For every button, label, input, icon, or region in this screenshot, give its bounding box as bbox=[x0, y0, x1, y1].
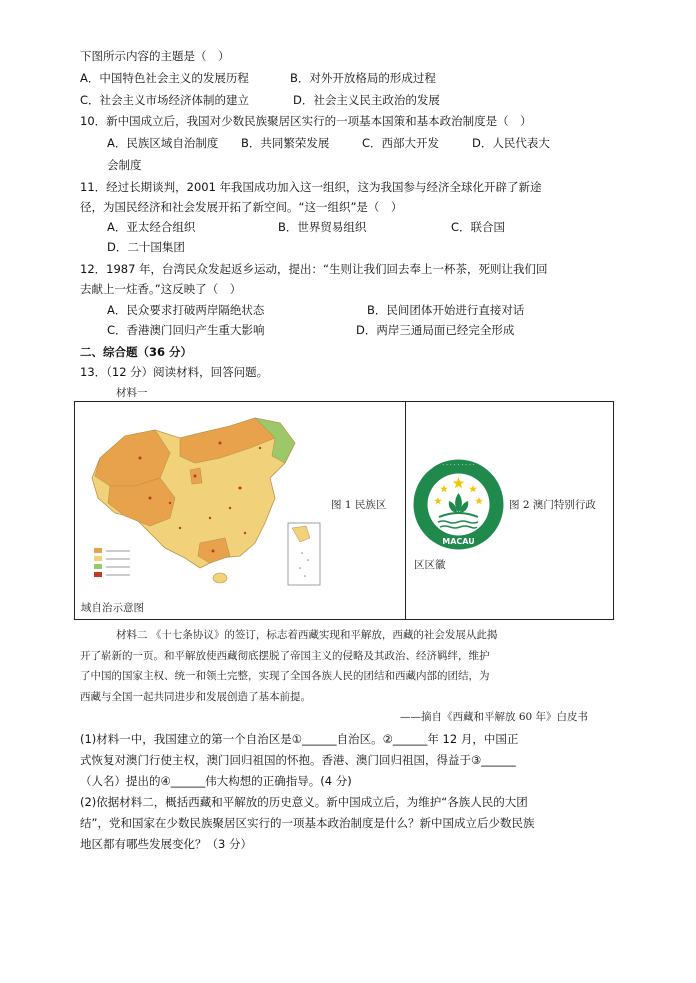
q11-option-b: B．世界贸易组织 bbox=[278, 220, 367, 234]
material2-line1: 材料二 《十七条协议》的签订，标志着西藏实现和平解放，西藏的社会发展从此揭 bbox=[116, 629, 498, 641]
q11-option-a: A．亚太经合组织 bbox=[107, 220, 196, 234]
material2-line2: 开了崭新的一页。和平解放使西藏彻底摆脱了帝国主义的侵略及其政治、经济羁绊，维护 bbox=[80, 650, 490, 662]
q11-stem-line1: 11．经过长期谈判，2001 年我国成功加入这一组织，这为我国参与经济全球化开辟了新途 bbox=[80, 180, 542, 194]
fig1-caption: 图 1 民族区 bbox=[331, 499, 387, 511]
material2-line4: 西藏与全国一起共同进步和发展创造了基本前提。 bbox=[80, 691, 311, 703]
material2-line3: 了中国的国家主权、统一和领土完整，实现了全国各族人民的团结和西藏内部的团结，为 bbox=[80, 670, 490, 682]
q12-stem-line2: 去献上一炷香。”这反映了（ ） bbox=[80, 282, 242, 296]
q12-option-c: C．香港澳门回归产生重大影响 bbox=[107, 323, 265, 337]
fig1-caption-cont: 域自治示意图 bbox=[81, 602, 144, 614]
q10-option-a: A．民族区域自治制度 bbox=[107, 136, 219, 150]
q11-stem-line2: 径，为国民经济和社会发展开拓了新空间。“这一组织”是（ ） bbox=[80, 200, 403, 214]
q9-option-a: A．中国特色社会主义的发展历程 bbox=[80, 71, 249, 85]
q9-option-c: C．社会主义市场经济体制的建立 bbox=[80, 93, 250, 107]
sub1-line2: 式恢复对澳门行使主权，澳门回归祖国的怀抱。香港、澳门回归祖国，得益于③______ bbox=[80, 753, 516, 767]
emblem-label: MACAU bbox=[442, 537, 475, 546]
map-hainan bbox=[213, 573, 227, 583]
q13-stem: 13．（12 分）阅读材料，回答问题。 bbox=[80, 365, 269, 379]
fig2-caption-cont: 区区徽 bbox=[414, 559, 446, 571]
q9-option-b: B．对外开放格局的形成过程 bbox=[290, 71, 436, 85]
sub1-line3: （人名）提出的④______伟大构想的正确指导。(4 分) bbox=[80, 774, 352, 788]
q10-stem: 10．新中国成立后，我国对少数民族聚居区实行的一项基本国策和基本政治制度是（ ） bbox=[80, 114, 532, 128]
q12-option-a: A．民众要求打破两岸隔绝状态 bbox=[107, 303, 265, 317]
q10-option-b: B．共同繁荣发展 bbox=[241, 136, 330, 150]
emblem-ring-text bbox=[442, 462, 475, 469]
macau-emblem bbox=[411, 457, 506, 552]
material1-label: 材料一 bbox=[116, 387, 148, 399]
sub2-line3: 地区都有哪些发展变化？（3 分） bbox=[80, 837, 252, 851]
q12-stem-line1: 12．1987 年，台湾民众发起返乡运动，提出：“生则让我们回去奉上一杯茶，死则让我们回 bbox=[80, 262, 548, 276]
section-heading: 二、综合题（36 分） bbox=[80, 345, 193, 359]
material2-source: ——摘自《西藏和平解放 60 年》白皮书 bbox=[400, 711, 589, 723]
q9-option-d: D．社会主义民主政治的发展 bbox=[293, 93, 440, 107]
figure-divider bbox=[405, 401, 406, 620]
sub1-line1: (1)材料一中，我国建立的第一个自治区是①______自治区。②______年 12 月，中国正 bbox=[80, 732, 519, 746]
fig2-caption: 图 2 澳门特别行政 bbox=[509, 499, 596, 511]
autonomous-region-map bbox=[80, 408, 325, 593]
sub2-line1: (2)依据材料二，概括西藏和平解放的历史意义。新中国成立后，为维护“各族人民的大团 bbox=[80, 795, 528, 809]
map-xinjiang bbox=[95, 430, 170, 486]
q12-option-d: D．两岸三通局面已经完全形成 bbox=[356, 323, 515, 337]
svg-text:· · · · · · · · ·: · · · · · · · · · bbox=[442, 462, 475, 469]
sub2-line2: 结”，党和国家在少数民族聚居区实行的一项基本政治制度是什么？新中国成立后少数民族 bbox=[80, 816, 535, 830]
map-legend bbox=[94, 548, 130, 577]
q12-option-b: B．民间团体开始进行直接对话 bbox=[367, 303, 525, 317]
q10-option-d-cont: 会制度 bbox=[107, 158, 142, 172]
q11-option-d: D．二十国集团 bbox=[107, 240, 185, 254]
q11-option-c: C．联合国 bbox=[451, 220, 506, 234]
q10-option-c: C．西部大开发 bbox=[362, 136, 440, 150]
q10-option-d: D．人民代表大 bbox=[472, 136, 550, 150]
q9-stem: 下图所示内容的主题是（ ） bbox=[80, 49, 230, 63]
